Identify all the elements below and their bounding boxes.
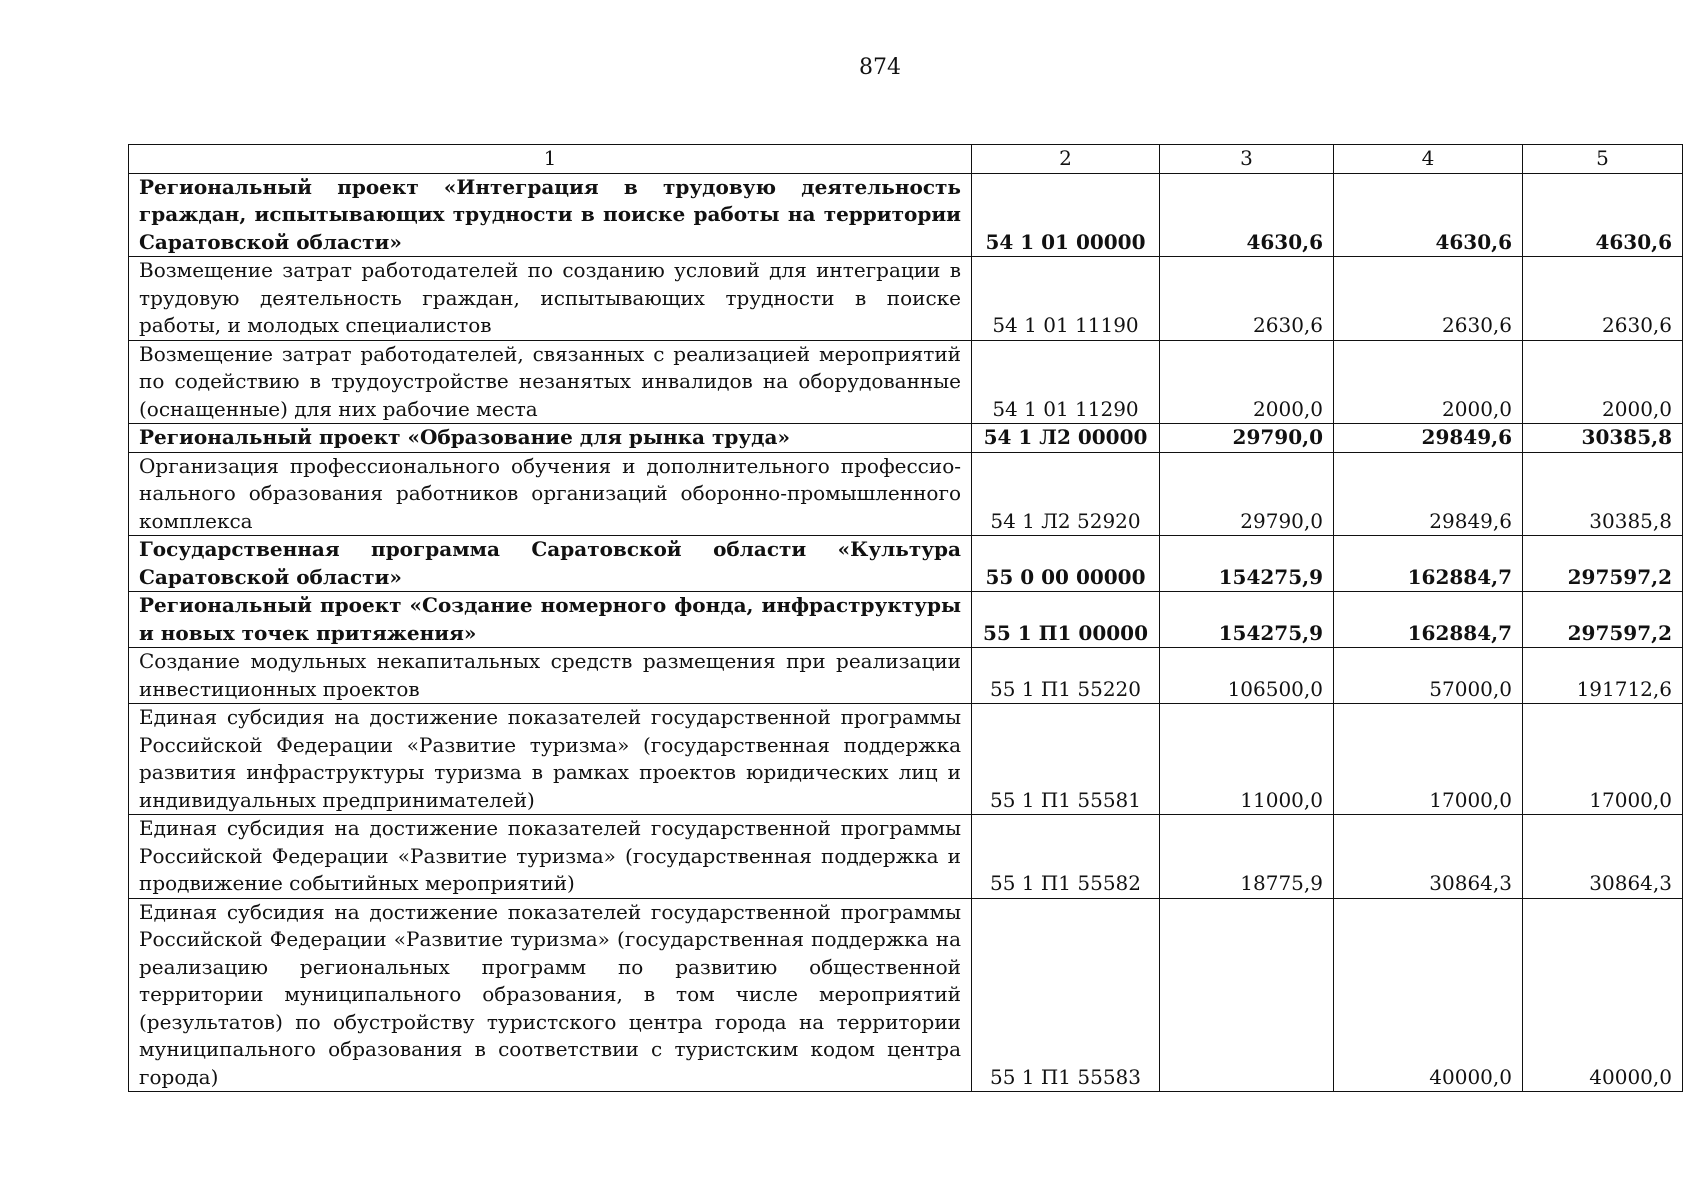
table-row	[129, 340, 1683, 424]
row-name-cell: Региональный проект «Интеграция в трудовую деятельность граждан, испытывающих трудности в поиске работы на территории Саратовской области»	[129, 173, 972, 257]
table-header-row	[129, 145, 1683, 174]
row-code-cell: 55 1 П1 55581	[972, 704, 1160, 815]
table-row	[129, 704, 1683, 815]
row-name-cell: Единая субсидия на достижение показателей государственной программы Российской Федерации «Развитие туризма» (государственная поддержка и продвижение событийных мероприятий)	[129, 815, 972, 899]
row-code-cell: 55 1 П1 55583	[972, 898, 1160, 1092]
row-value-col3-cell: 106500,0	[1160, 648, 1334, 704]
table-row	[129, 257, 1683, 341]
row-value-col3-cell	[1160, 898, 1334, 1092]
row-name-cell: Возмещение затрат работодателей по созданию условий для интеграции в трудовую деятельность граждан, испытывающих трудности в поиске работы, и молодых специалистов	[129, 257, 972, 341]
row-name-cell: Организация профессионального обучения и дополнительного профессионального образования работников организаций оборонно-промышленного комплекса	[129, 452, 972, 536]
table-row	[129, 452, 1683, 536]
row-value-col5-cell: 4630,6	[1523, 173, 1683, 257]
row-value-col4-cell: 29849,6	[1334, 424, 1523, 453]
row-value-col3-cell: 2630,6	[1160, 257, 1334, 341]
table-row	[129, 536, 1683, 592]
row-name-cell: Создание модульных некапитальных средств размещения при реализации инвестиционных проектов	[129, 648, 972, 704]
row-name-cell: Единая субсидия на достижение показателей государственной программы Российской Федерации «Развитие туризма» (государственная поддержка развития инфраструктуры туризма в рамках проектов юридических лиц и индивидуальных предпринимателей)	[129, 704, 972, 815]
row-value-col3-cell: 4630,6	[1160, 173, 1334, 257]
table-row	[129, 898, 1683, 1092]
row-value-col5-cell: 30385,8	[1523, 424, 1683, 453]
row-name-cell: Государственная программа Саратовской области «Культура Саратовской области»	[129, 536, 972, 592]
row-value-col4-cell: 2630,6	[1334, 257, 1523, 341]
row-value-col5-cell: 2000,0	[1523, 340, 1683, 424]
row-code-cell: 54 1 Л2 52920	[972, 452, 1160, 536]
row-code-cell: 54 1 Л2 00000	[972, 424, 1160, 453]
row-value-col4-cell: 30864,3	[1334, 815, 1523, 899]
table-row	[129, 173, 1683, 257]
row-value-col3-cell: 11000,0	[1160, 704, 1334, 815]
row-value-col3-cell: 18775,9	[1160, 815, 1334, 899]
table-row	[129, 592, 1683, 648]
row-value-col5-cell: 40000,0	[1523, 898, 1683, 1092]
row-value-col3-cell: 29790,0	[1160, 452, 1334, 536]
row-name-cell: Возмещение затрат работодателей, связанных с реализацией мероприятий по содействию в трудоустройстве незанятых инвалидов на оборудованные (оснащенные) для них рабочие места	[129, 340, 972, 424]
row-name-cell: Единая субсидия на достижение показателей государственной программы Российской Федерации «Развитие туризма» (государственная поддержка на реализацию региональных программ по развитию общественной территории муниципального образования, в том числе мероприятий (результатов) по обустройству туристского центра города на территории муниципального образования в соответствии с туристским кодом центра города)	[129, 898, 972, 1092]
page-number: 874	[859, 55, 901, 80]
row-value-col4-cell: 29849,6	[1334, 452, 1523, 536]
row-code-cell: 55 1 П1 00000	[972, 592, 1160, 648]
row-name-cell: Региональный проект «Образование для рынка труда»	[129, 424, 972, 453]
row-value-col4-cell: 2000,0	[1334, 340, 1523, 424]
table-row	[129, 648, 1683, 704]
table-row	[129, 815, 1683, 899]
row-value-col4-cell: 162884,7	[1334, 592, 1523, 648]
header-cell-3: 3	[1160, 145, 1334, 174]
header-cell-2: 2	[972, 145, 1160, 174]
row-code-cell: 54 1 01 11190	[972, 257, 1160, 341]
row-value-col5-cell: 297597,2	[1523, 536, 1683, 592]
row-value-col5-cell: 191712,6	[1523, 648, 1683, 704]
row-value-col4-cell: 17000,0	[1334, 704, 1523, 815]
row-value-col5-cell: 30385,8	[1523, 452, 1683, 536]
row-value-col3-cell: 154275,9	[1160, 592, 1334, 648]
row-value-col4-cell: 57000,0	[1334, 648, 1523, 704]
row-value-col4-cell: 40000,0	[1334, 898, 1523, 1092]
row-code-cell: 54 1 01 00000	[972, 173, 1160, 257]
row-value-col5-cell: 17000,0	[1523, 704, 1683, 815]
row-name-cell: Региональный проект «Создание номерного фонда, инфраструктуры и новых точек притяжения»	[129, 592, 972, 648]
row-value-col5-cell: 297597,2	[1523, 592, 1683, 648]
row-code-cell: 55 0 00 00000	[972, 536, 1160, 592]
row-value-col5-cell: 2630,6	[1523, 257, 1683, 341]
row-code-cell: 54 1 01 11290	[972, 340, 1160, 424]
row-value-col4-cell: 162884,7	[1334, 536, 1523, 592]
row-value-col4-cell: 4630,6	[1334, 173, 1523, 257]
header-cell-1: 1	[129, 145, 972, 174]
table-row	[129, 424, 1683, 453]
row-code-cell: 55 1 П1 55220	[972, 648, 1160, 704]
header-cell-4: 4	[1334, 145, 1523, 174]
header-cell-5: 5	[1523, 145, 1683, 174]
budget-table	[128, 144, 1683, 1092]
row-value-col5-cell: 30864,3	[1523, 815, 1683, 899]
row-value-col3-cell: 29790,0	[1160, 424, 1334, 453]
row-code-cell: 55 1 П1 55582	[972, 815, 1160, 899]
row-value-col3-cell: 154275,9	[1160, 536, 1334, 592]
row-value-col3-cell: 2000,0	[1160, 340, 1334, 424]
